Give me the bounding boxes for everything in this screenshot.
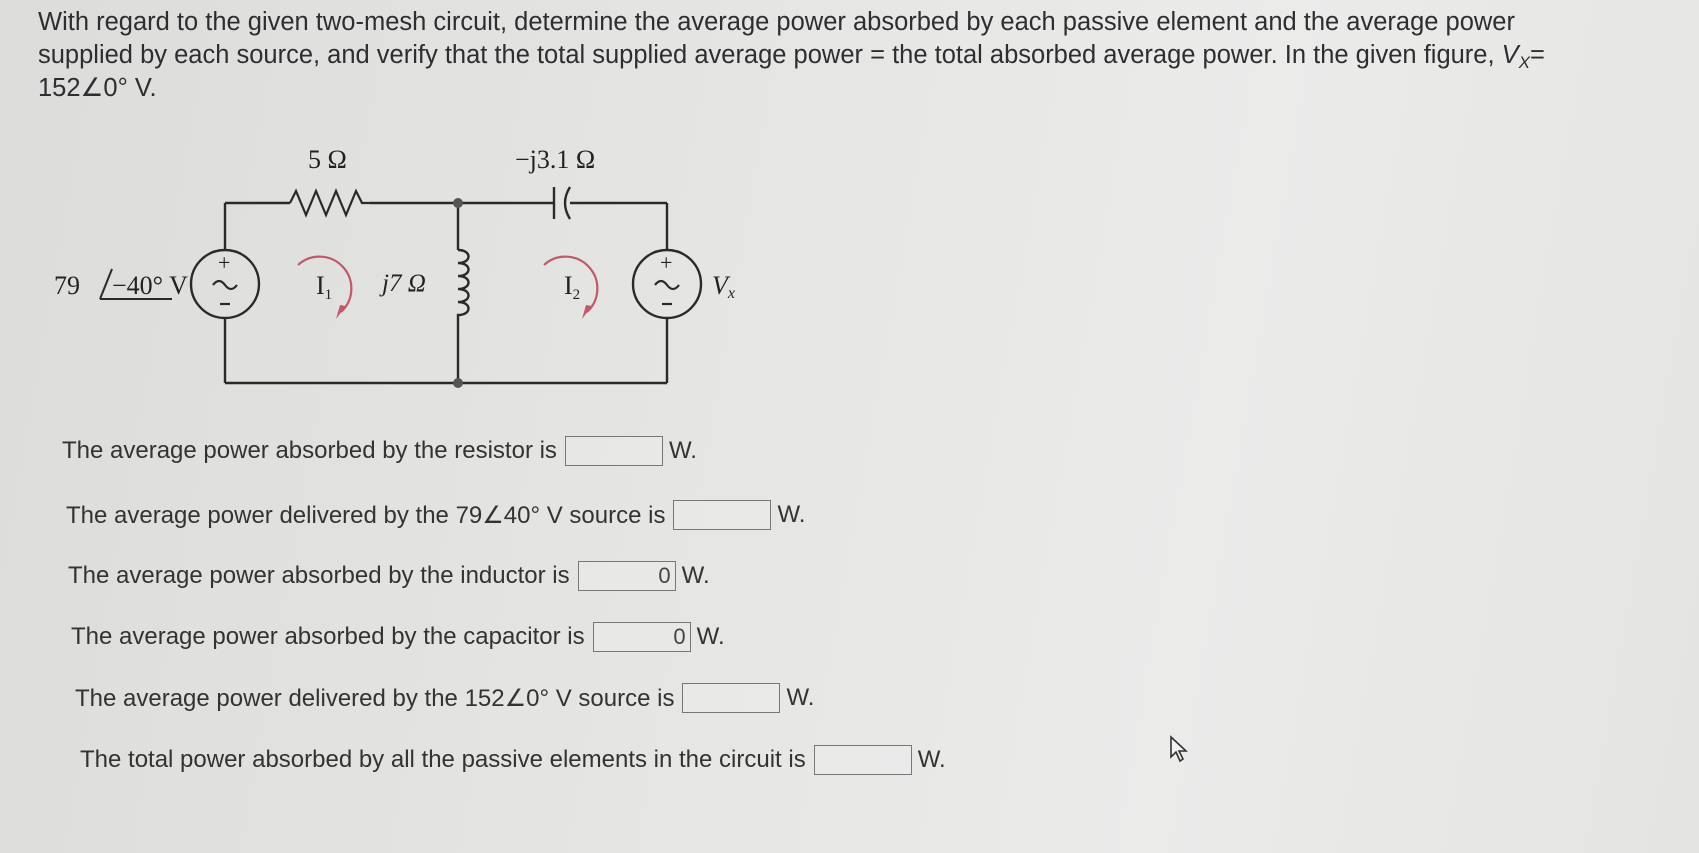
vx-symbol: V <box>1501 41 1519 69</box>
svg-text:+: + <box>218 250 231 275</box>
problem-line-3: 152∠0° V. <box>38 74 157 102</box>
ac-voltage-source-right-icon <box>633 250 701 318</box>
mesh1-label: I1 <box>316 271 333 303</box>
circuit-wires <box>225 203 667 383</box>
source1-magnitude: 79 <box>54 271 80 300</box>
capacitor-symbol <box>554 187 570 219</box>
mouse-pointer-icon <box>1168 735 1192 763</box>
vx-subscript: X <box>1518 53 1531 72</box>
problem-line-2: supplied by each source, and verify that the total supplied average power = the total absorbed average power. In the given figure, <box>38 41 1502 69</box>
svg-text:+: + <box>660 250 673 275</box>
question-total-text: The total power absorbed by all the passive elements in the circuit is <box>80 746 806 773</box>
resistor-symbol <box>290 191 370 215</box>
source2-power-input[interactable] <box>682 683 780 713</box>
capacitor-label: −j3.1 Ω <box>515 145 596 174</box>
mesh2-label: I2 <box>564 271 581 303</box>
top-node <box>453 198 463 208</box>
problem-statement <box>38 6 1678 105</box>
unit-label: W. <box>777 501 806 528</box>
question-inductor <box>68 561 710 591</box>
inductor-label: j7 Ω <box>382 270 426 297</box>
question-source1 <box>66 500 805 530</box>
resistor-label: 5 Ω <box>308 145 347 174</box>
question-capacitor <box>71 622 725 652</box>
inductor-power-input[interactable]: 0 <box>578 561 676 591</box>
unit-label: W. <box>696 623 725 650</box>
question-source2 <box>75 683 814 713</box>
inductor-symbol <box>458 250 469 320</box>
source1-angle: −40° V <box>112 271 188 300</box>
question-inductor-text: The average power absorbed by the inductor is <box>68 562 570 589</box>
question-capacitor-text: The average power absorbed by the capacitor is <box>71 623 585 650</box>
unit-label: W. <box>668 437 697 464</box>
question-resistor <box>62 436 697 466</box>
problem-line-1: With regard to the given two-mesh circuit, determine the average power absorbed by each passive element and the average power <box>38 8 1515 36</box>
bottom-node <box>453 378 463 388</box>
unit-label: W. <box>917 746 946 773</box>
vx-equals: = <box>1530 41 1545 69</box>
question-source2-text: The average power delivered by the 152∠0° V source is <box>75 684 675 712</box>
circuit-diagram <box>40 135 800 405</box>
question-source1-text: The average power delivered by the 79∠40° V source is <box>66 501 666 529</box>
source1-power-input[interactable] <box>673 500 771 530</box>
total-power-input[interactable] <box>814 745 912 775</box>
question-resistor-text: The average power absorbed by the resistor is <box>62 437 557 464</box>
capacitor-power-input[interactable]: 0 <box>593 622 691 652</box>
unit-label: W. <box>681 562 710 589</box>
question-total <box>80 745 946 775</box>
source2-label: Vx <box>712 271 735 302</box>
unit-label: W. <box>786 684 815 711</box>
resistor-power-input[interactable] <box>565 436 663 466</box>
ac-voltage-source-left-icon <box>191 250 259 318</box>
